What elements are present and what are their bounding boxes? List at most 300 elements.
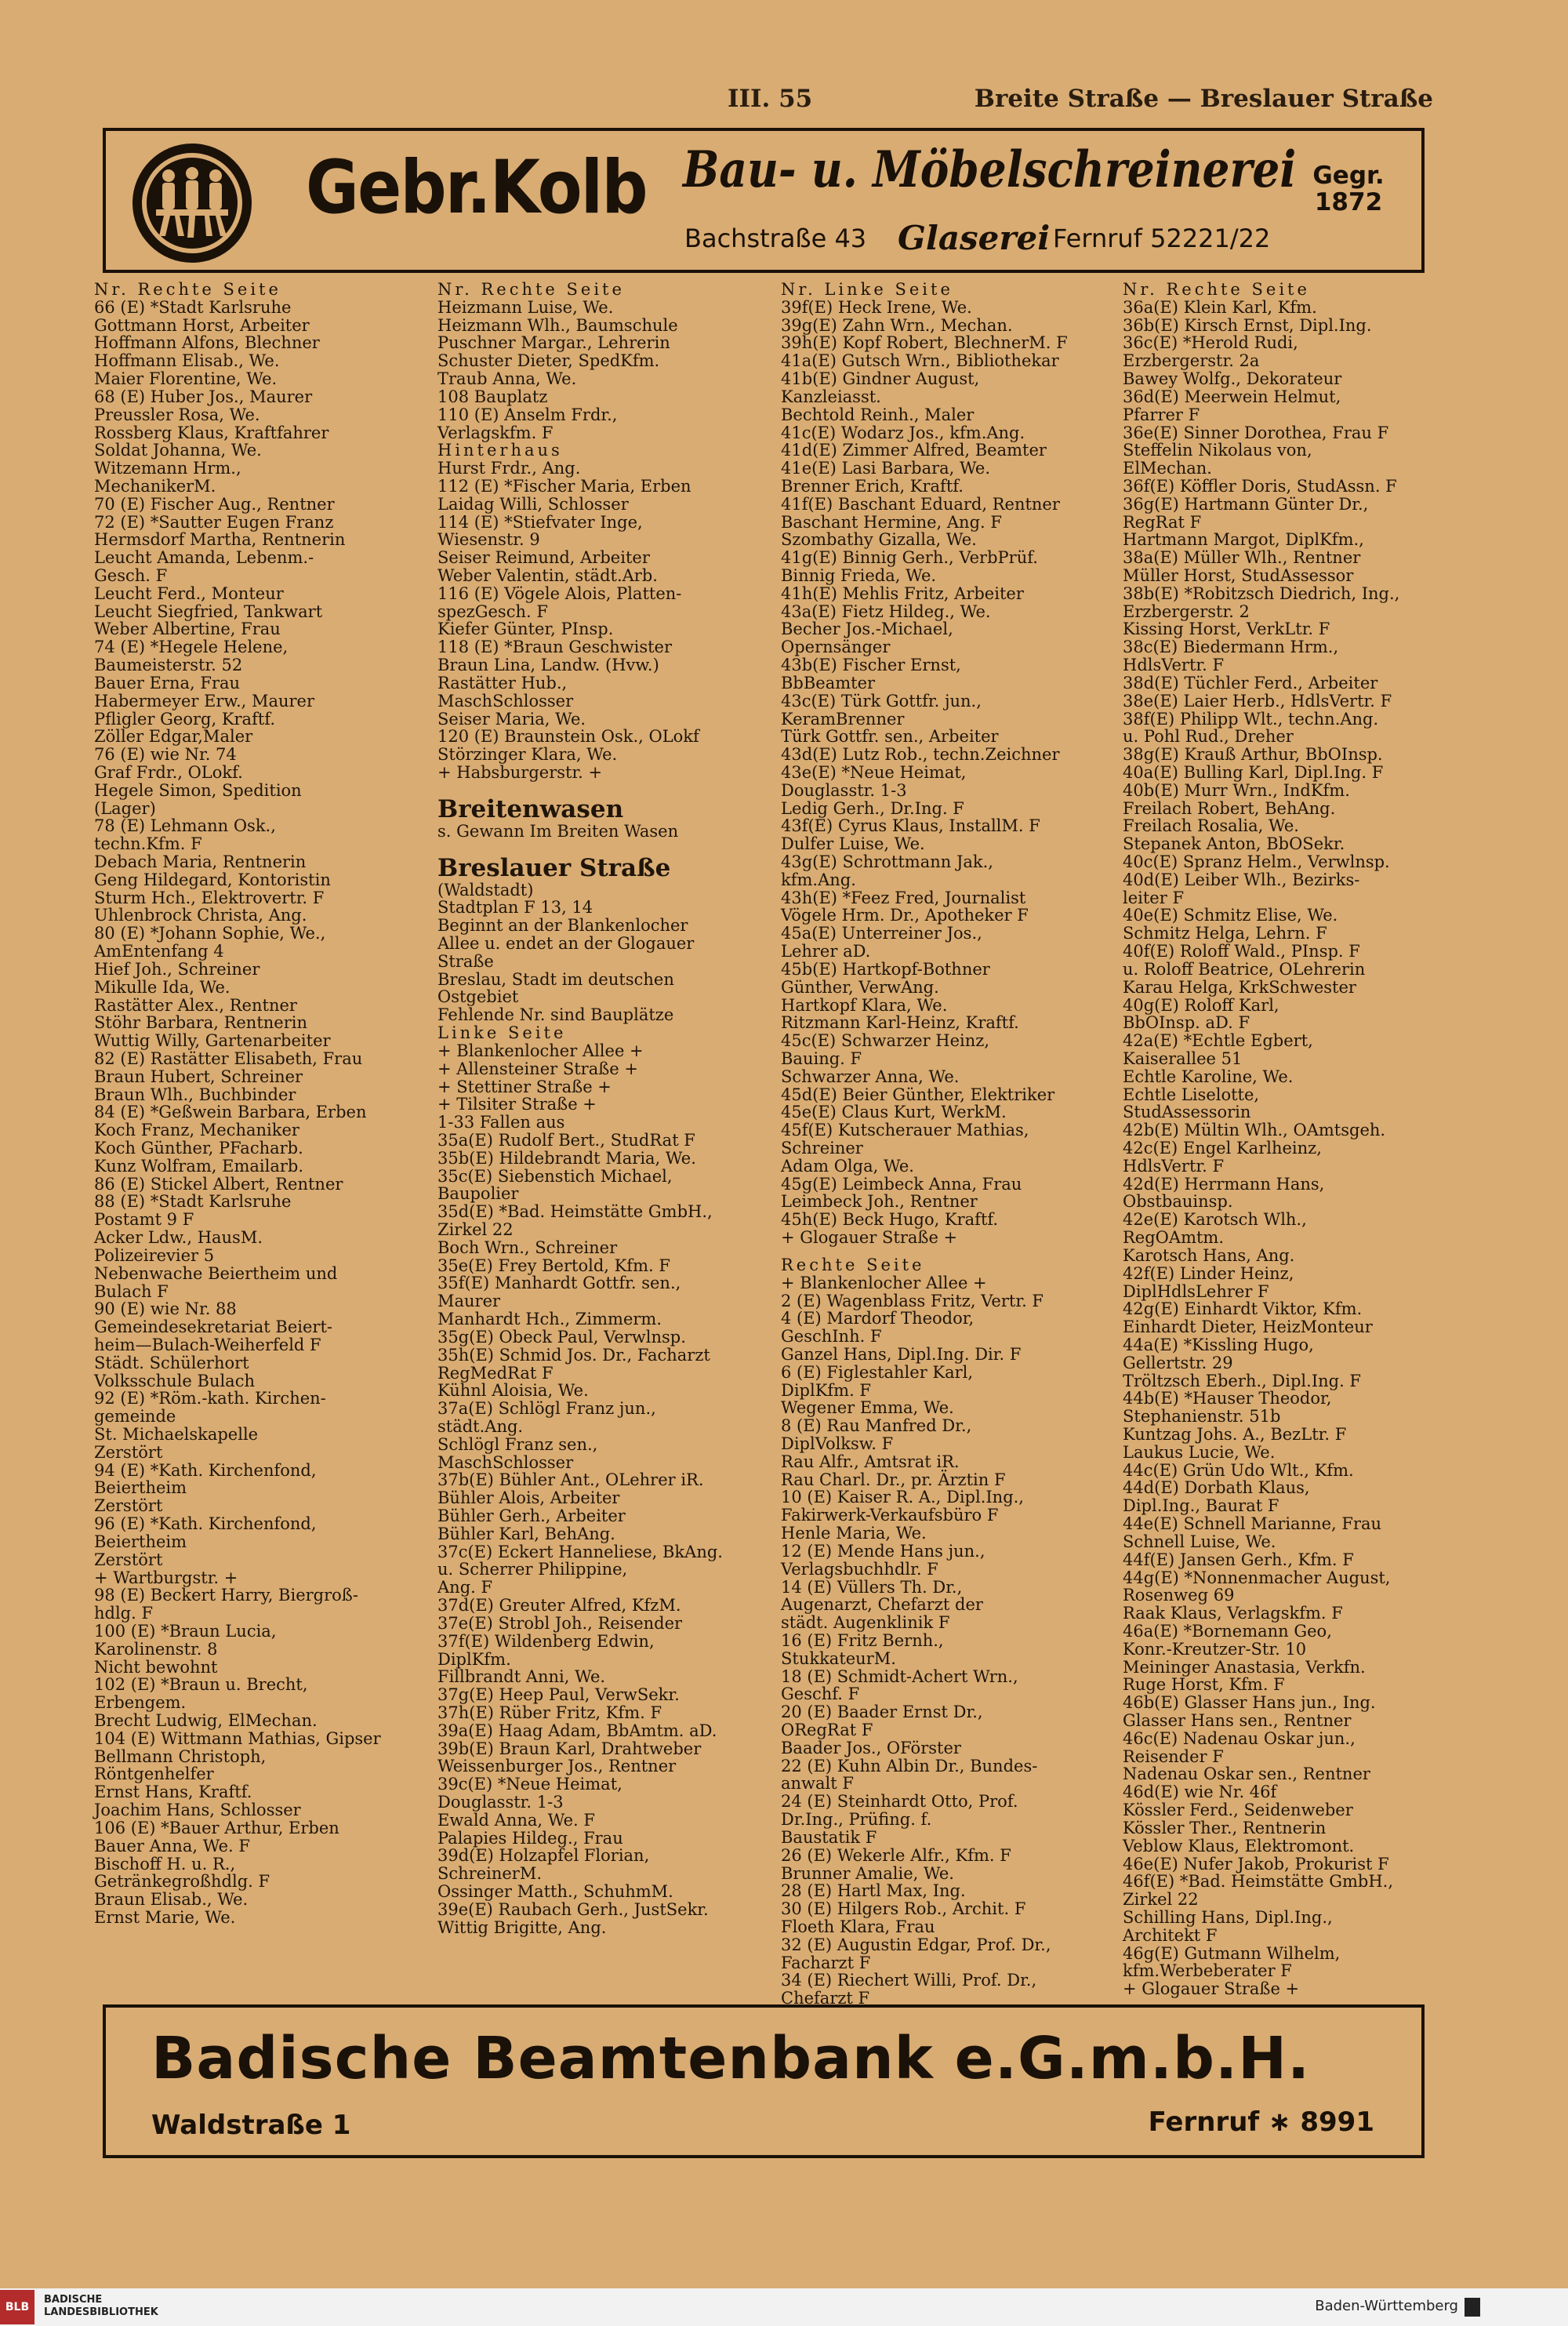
directory-line — [94, 478, 431, 496]
directory-line — [1123, 1014, 1460, 1032]
directory-line — [1123, 943, 1460, 961]
directory-line — [781, 1775, 1118, 1793]
directory-line — [94, 460, 431, 478]
directory-line-text: Ernst Hans, Kraftf. — [94, 1783, 252, 1802]
directory-line — [437, 370, 775, 388]
spacer — [437, 841, 775, 850]
directory-line-text: 39e(E) Raubach Gerh., JustSekr. — [437, 1899, 709, 1919]
directory-line — [1123, 1765, 1460, 1783]
directory-line — [781, 1014, 1118, 1032]
directory-line-text: Bauer Erna, Frau — [94, 673, 241, 692]
directory-line-text: Rossberg Klaus, Kraftfahrer — [94, 423, 329, 442]
directory-line-text: 43g(E) Schrottmann Jak., — [781, 852, 993, 871]
directory-line-text: BbOInsp. aD. F — [1123, 1013, 1250, 1033]
directory-line-text: 45g(E) Leimbeck Anna, Frau — [781, 1174, 1022, 1194]
blb-line-2: LANDESBIBLIOTHEK — [44, 2306, 158, 2318]
directory-line-text: + Glogauer Straße + — [1123, 1979, 1300, 1999]
directory-line — [94, 800, 431, 818]
directory-line-text: 98 (E) Beckert Harry, Biergroß- — [94, 1586, 358, 1605]
directory-line-text: 39b(E) Braun Karl, Drahtweber — [437, 1739, 702, 1758]
bank-address: Waldstraße 1 — [151, 2110, 351, 2141]
blb-line-1: BADISCHE — [44, 2294, 103, 2306]
directory-line-text: Palapies Hildeg., Frau — [437, 1828, 623, 1848]
directory-line — [781, 603, 1118, 621]
directory-line — [1123, 907, 1460, 925]
directory-line — [437, 953, 775, 971]
directory-line — [781, 478, 1118, 496]
directory-line-text: 94 (E) *Kath. Kirchenfond, — [94, 1460, 317, 1480]
directory-line — [94, 1819, 431, 1837]
directory-line — [437, 1775, 775, 1794]
directory-line-text: 38d(E) Tüchler Ferd., Arbeiter — [1123, 673, 1378, 692]
directory-line-text: 8 (E) Rau Manfred Dr., — [781, 1416, 972, 1436]
directory-line-text: 80 (E) *Johann Sophie, We., — [94, 924, 326, 943]
directory-line-text: 46g(E) Gutmann Wilhelm, — [1123, 1943, 1341, 1963]
directory-line — [94, 620, 431, 638]
directory-line — [781, 334, 1118, 352]
directory-line-text: 36c(E) *Herold Rudi, — [1123, 333, 1298, 353]
directory-line-text: Bechtold Reinh., Maler — [781, 405, 975, 424]
directory-line-text: Facharzt F — [781, 1953, 871, 1972]
directory-line-text: 114 (E) *Stiefvater Inge, — [437, 512, 643, 532]
directory-line — [437, 711, 775, 729]
directory-line-text: + Wartburgstr. + — [94, 1568, 238, 1587]
directory-line — [1123, 514, 1460, 532]
directory-line — [781, 388, 1118, 406]
directory-line-text: Beiertheim — [94, 1532, 187, 1551]
directory-line — [1123, 728, 1460, 746]
directory-line — [94, 531, 431, 549]
directory-line-text: Ernst Marie, We. — [94, 1907, 236, 1927]
bw-wordmark[interactable]: Baden-Württemberg — [1315, 2298, 1458, 2314]
directory-line-text: Kiefer Günter, PInsp. — [437, 620, 614, 639]
directory-line-text: Schwarzer Anna, We. — [781, 1067, 960, 1086]
directory-line-text: 40c(E) Spranz Helm., Verwlnsp. — [1123, 852, 1390, 871]
directory-line-text: 40d(E) Leiber Wlh., Bezirks- — [1123, 870, 1360, 889]
directory-line-text: Karau Helga, KrkSchwester — [1123, 977, 1356, 997]
directory-line-text: 4 (E) Mardorf Theodor, — [781, 1309, 975, 1328]
directory-line — [1123, 1569, 1460, 1587]
directory-line-text: 34 (E) Riechert Willi, Prof. Dr., — [781, 1971, 1037, 1990]
directory-line-text: 44b(E) *Hauser Theodor, — [1123, 1389, 1332, 1408]
directory-line-text: 37h(E) Rüber Fritz, Kfm. F — [437, 1703, 662, 1722]
directory-line-text: Witzemann Hrm., — [94, 459, 241, 478]
directory-line-text: 36g(E) Hartmann Günter Dr., — [1123, 494, 1369, 514]
directory-line — [781, 1193, 1118, 1211]
directory-line — [781, 1471, 1118, 1489]
directory-line-text: 76 (E) wie Nr. 74 — [94, 745, 237, 765]
directory-line-text: 42b(E) Mültin Wlh., OAmtsgeh. — [1123, 1121, 1386, 1140]
directory-line — [781, 1757, 1118, 1775]
directory-line — [1123, 531, 1460, 549]
directory-line — [1123, 638, 1460, 656]
directory-line-text: 104 (E) Wittmann Mathias, Gipser — [94, 1728, 381, 1748]
directory-line-text: Zerstört — [94, 1496, 163, 1516]
directory-line — [94, 1336, 431, 1354]
directory-line — [437, 638, 775, 656]
directory-line — [781, 1032, 1118, 1050]
directory-line — [437, 1365, 775, 1383]
directory-line-text: gemeinde — [94, 1407, 176, 1426]
directory-line-text: Brunner Amalie, We. — [781, 1863, 954, 1883]
directory-line-text: Erzbergerstr. 2 — [1123, 601, 1250, 621]
directory-line-text: Hoffmann Alfons, Blechner — [94, 333, 320, 353]
directory-line — [1123, 1193, 1460, 1211]
directory-line — [1123, 1121, 1460, 1139]
directory-line — [94, 711, 431, 729]
directory-line — [781, 800, 1118, 818]
directory-line — [781, 1936, 1118, 1954]
directory-line-text: 39d(E) Holzapfel Florian, — [437, 1846, 650, 1866]
directory-line — [94, 1855, 431, 1874]
directory-line-text: Boch Wrn., Schreiner — [437, 1238, 618, 1257]
directory-line-text: 45f(E) Kutscherauer Mathias, — [781, 1121, 1029, 1140]
directory-line-text: 45a(E) Unterreiner Jos., — [781, 924, 982, 943]
directory-line-text: Verlagsbuchhdlr. F — [781, 1559, 938, 1579]
directory-line-text: Bellmann Christoph, — [94, 1746, 267, 1766]
directory-line — [1123, 352, 1460, 370]
directory-line — [1123, 1586, 1460, 1605]
directory-line-text: Weber Valentin, städt.Arb. — [437, 566, 658, 585]
advertisement-kolb — [103, 128, 1425, 273]
directory-line-text: Fillbrandt Anni, We. — [437, 1667, 606, 1687]
directory-line — [437, 823, 775, 841]
directory-line — [781, 1918, 1118, 1936]
directory-line-text: 38e(E) Laier Herb., HdlsVertr. F — [1123, 691, 1392, 711]
directory-line-text: Maurer — [437, 1292, 501, 1311]
directory-line-text: 41h(E) Mehlis Fritz, Arbeiter — [781, 583, 1024, 603]
directory-line-text: Getränkegroßhdlg. F — [94, 1872, 270, 1892]
directory-line — [437, 406, 775, 424]
directory-line-text: 35c(E) Siebenstich Michael, — [437, 1166, 673, 1186]
directory-line — [1123, 692, 1460, 711]
directory-line — [437, 1150, 775, 1168]
directory-line — [781, 1453, 1118, 1471]
directory-line-text: u. Scherrer Philippine, — [437, 1560, 628, 1579]
directory-line — [1123, 871, 1460, 889]
directory-line — [437, 1096, 775, 1114]
blb-logo[interactable]: BLB — [0, 2290, 34, 2324]
directory-line — [94, 817, 431, 835]
directory-line-text: 36f(E) Köffler Doris, StudAssn. F — [1123, 476, 1397, 496]
directory-line — [437, 620, 775, 638]
directory-line — [437, 1507, 775, 1525]
directory-line-text: Weber Albertine, Frau — [94, 620, 281, 639]
directory-line — [1123, 585, 1460, 603]
directory-line — [1123, 1891, 1460, 1909]
directory-line — [1123, 1694, 1460, 1712]
directory-line-text: 106 (E) *Bauer Arthur, Erben — [94, 1818, 339, 1837]
directory-line — [94, 1103, 431, 1121]
directory-line-text: KeramBrenner — [781, 709, 905, 729]
directory-line-text: Freilach Robert, BehAng. — [1123, 798, 1336, 818]
directory-line-text: Städt. Schülerhort — [94, 1353, 249, 1372]
directory-line-text: Bulach F — [94, 1281, 169, 1301]
directory-line-text: Echtle Liselotte, — [1123, 1085, 1260, 1104]
directory-line — [781, 1382, 1118, 1400]
directory-line — [437, 1722, 775, 1740]
directory-line-text: 20 (E) Baader Ernst Dr., — [781, 1703, 983, 1722]
directory-line — [94, 1372, 431, 1390]
directory-line — [1123, 1283, 1460, 1301]
directory-line-text: Lehrer aD. — [781, 942, 871, 961]
directory-line-text: s. Gewann Im Breiten Wasen — [437, 821, 679, 841]
directory-line-text: Reisender F — [1123, 1746, 1224, 1766]
directory-line — [94, 1354, 431, 1372]
directory-line-text: 46b(E) Glasser Hans jun., Ing. — [1123, 1693, 1376, 1713]
directory-line — [1123, 889, 1460, 907]
directory-line-text: Ossinger Matth., SchuhmM. — [437, 1882, 673, 1902]
advertisement-beamtenbank — [103, 2004, 1425, 2158]
directory-line-text: 37f(E) Wildenberg Edwin, — [437, 1631, 655, 1651]
directory-line — [1123, 1676, 1460, 1694]
directory-line — [94, 1497, 431, 1515]
directory-line-text: 41g(E) Binnig Gerh., VerbPrüf. — [781, 548, 1038, 568]
directory-line-text: 6 (E) Figlestahler Karl, — [781, 1362, 974, 1382]
directory-line-text: Bühler Alois, Arbeiter — [437, 1488, 620, 1508]
directory-line — [94, 406, 431, 424]
directory-line-text: + Habsburgerstr. + — [437, 762, 603, 782]
directory-line — [94, 1479, 431, 1497]
directory-line-text: Polizeirevier 5 — [94, 1245, 215, 1265]
directory-line — [781, 317, 1118, 335]
directory-line-text: + Stettiner Straße + — [437, 1077, 612, 1096]
directory-line-text: Leucht Siegfried, Tankwart — [94, 601, 323, 621]
directory-line — [94, 1158, 431, 1176]
directory-line-text: Joachim Hans, Schlosser — [94, 1801, 301, 1820]
viewer-footer — [0, 2288, 1568, 2326]
directory-line — [1123, 1229, 1460, 1247]
directory-line-text: Echtle Karoline, We. — [1123, 1067, 1294, 1086]
directory-line — [94, 514, 431, 532]
directory-line-text: Erbengem. — [94, 1693, 187, 1713]
directory-line — [437, 388, 775, 406]
directory-line-text: 37e(E) Strobl Joh., Reisender — [437, 1613, 683, 1633]
directory-line-text: 42a(E) *Echtle Egbert, — [1123, 1031, 1313, 1051]
directory-line — [1123, 1372, 1460, 1390]
directory-line-text: Kuntzag Johs. A., BezLtr. F — [1123, 1425, 1347, 1444]
directory-line — [1123, 478, 1460, 496]
directory-line — [94, 1283, 431, 1301]
directory-line — [781, 925, 1118, 943]
directory-line — [437, 1185, 775, 1203]
directory-line — [94, 1086, 431, 1104]
street-heading — [437, 855, 775, 881]
directory-line-text: 46a(E) *Bornemann Geo, — [1123, 1621, 1332, 1641]
directory-line-text: Leucht Amanda, Lebenm.- — [94, 548, 314, 568]
directory-line — [437, 1757, 775, 1775]
directory-line — [94, 1176, 431, 1194]
directory-line — [94, 567, 431, 585]
directory-line-text: Zöller Edgar,Maler — [94, 727, 253, 747]
directory-line-text: 35h(E) Schmid Jos. Dr., Facharzt — [437, 1345, 710, 1365]
directory-line-text: 40b(E) Murr Wrn., IndKfm. — [1123, 780, 1350, 800]
directory-line-text: SchreinerM. — [437, 1864, 543, 1884]
directory-line — [781, 907, 1118, 925]
directory-line — [781, 406, 1118, 424]
directory-line — [781, 889, 1118, 907]
directory-line — [437, 549, 775, 567]
directory-line — [437, 764, 775, 782]
directory-line — [94, 1891, 431, 1909]
directory-line-text: Gesch. F — [94, 566, 168, 585]
directory-line — [1123, 1980, 1460, 1998]
directory-line-text: Adam Olga, We. — [781, 1156, 914, 1176]
directory-line — [1123, 1300, 1460, 1318]
directory-line-text: Gottmann Horst, Arbeiter — [94, 315, 310, 335]
directory-line — [1123, 1533, 1460, 1551]
directory-line — [94, 334, 431, 352]
directory-line — [781, 1364, 1118, 1382]
directory-line — [94, 1139, 431, 1158]
directory-line — [94, 317, 431, 335]
directory-line — [94, 638, 431, 656]
directory-line — [437, 1597, 775, 1615]
directory-line — [1123, 1139, 1460, 1158]
directory-line-text: Seiser Reimund, Arbeiter — [437, 548, 650, 568]
directory-line-text: 1-33 Fallen aus — [437, 1113, 565, 1132]
directory-line — [1123, 1086, 1460, 1104]
directory-line — [781, 1050, 1118, 1068]
directory-line-text: Schlögl Franz sen., — [437, 1434, 598, 1454]
directory-line-text: BbBeamter — [781, 673, 876, 692]
directory-line-text: (Lager) — [94, 798, 156, 818]
directory-line-text: Dulfer Luise, We. — [781, 834, 925, 854]
directory-line-text: Kunz Wolfram, Emailarb. — [94, 1156, 304, 1176]
directory-line-text: Wiesenstr. 9 — [437, 530, 540, 550]
directory-line — [437, 1883, 775, 1901]
directory-line-text: hdlg. F — [94, 1604, 154, 1623]
directory-line-text: Nicht bewohnt — [94, 1657, 218, 1677]
directory-line — [781, 943, 1118, 961]
directory-line-text: Traub Anna, We. — [437, 369, 577, 389]
founded-label: Gegr. — [1312, 162, 1385, 190]
directory-line-text: Hartmann Margot, DiplKfm., — [1123, 530, 1364, 550]
directory-line — [437, 1024, 775, 1042]
directory-line — [437, 1651, 775, 1669]
directory-line-text: Koch Günther, PFacharb. — [94, 1139, 303, 1158]
directory-line — [781, 299, 1118, 317]
directory-line — [437, 656, 775, 674]
directory-line-text: 39c(E) *Neue Heimat, — [437, 1775, 622, 1794]
directory-line — [781, 817, 1118, 835]
directory-line-text: Nr. Linke Seite — [781, 280, 953, 299]
directory-line-text: Raak Klaus, Verlagskfm. F — [1123, 1604, 1343, 1623]
directory-line — [94, 1515, 431, 1533]
directory-line — [1123, 1176, 1460, 1194]
directory-line-text: Veblow Klaus, Elektromont. — [1123, 1836, 1355, 1855]
directory-line — [781, 1506, 1118, 1525]
directory-line-text: Steffelin Nikolaus von, — [1123, 441, 1312, 460]
directory-line — [1123, 674, 1460, 692]
directory-line-text: 78 (E) Lehmann Osk., — [94, 816, 276, 836]
directory-line-text: 46d(E) wie Nr. 46f — [1123, 1783, 1277, 1802]
directory-line — [1123, 764, 1460, 782]
directory-line — [94, 746, 431, 764]
directory-line-text: 90 (E) wie Nr. 88 — [94, 1299, 237, 1319]
directory-line — [781, 1435, 1118, 1453]
directory-line-text: Kissing Horst, VerkLtr. F — [1123, 620, 1330, 639]
directory-line — [1123, 1068, 1460, 1086]
directory-line — [437, 496, 775, 514]
founded-year: 1872 — [1314, 188, 1383, 217]
directory-line-text: Braun Hubert, Schreiner — [94, 1067, 303, 1086]
directory-line-text: Geng Hildegard, Kontoristin — [94, 870, 331, 889]
directory-line-text: 43h(E) *Feez Fred, Journalist — [781, 888, 1026, 907]
directory-line-text: 108 Bauplatz — [437, 387, 548, 406]
directory-line-text: 66 (E) *Stadt Karlsruhe — [94, 297, 292, 317]
directory-line-text: Bauer Anna, We. F — [94, 1836, 250, 1855]
directory-line-text: Ang. F — [437, 1578, 493, 1597]
directory-line — [437, 1830, 775, 1848]
directory-line-text: Braun Lina, Landw. (Hvw.) — [437, 656, 659, 675]
directory-line-text: Nr. Rechte Seite — [437, 280, 625, 299]
directory-line-text: 37c(E) Eckert Hanneliese, BkAng. — [437, 1542, 723, 1561]
directory-line-text: 39a(E) Haag Adam, BbAmtm. aD. — [437, 1721, 717, 1740]
directory-line — [781, 1328, 1118, 1346]
directory-line-text: u. Pohl Rud., Dreher — [1123, 727, 1294, 747]
directory-line-text: 41c(E) Wodarz Jos., kfm.Ang. — [781, 423, 1025, 442]
directory-line — [781, 1139, 1118, 1158]
directory-line — [1123, 388, 1460, 406]
directory-line-text: Braun Wlh., Buchbinder — [94, 1085, 296, 1104]
directory-line-text: Dipl.Ing., Baurat F — [1123, 1496, 1279, 1516]
directory-line — [1123, 1801, 1460, 1819]
directory-line — [1123, 317, 1460, 335]
directory-line — [94, 692, 431, 711]
directory-line-text: Acker Ldw., HausM. — [94, 1228, 263, 1248]
directory-line — [437, 299, 775, 317]
directory-line-text: Brenner Erich, Kraftf. — [781, 476, 964, 496]
directory-line-text: DiplVolksw. F — [781, 1434, 894, 1453]
directory-line — [437, 1865, 775, 1883]
directory-line — [781, 961, 1118, 979]
directory-line — [781, 997, 1118, 1015]
directory-line — [781, 1596, 1118, 1614]
directory-line-text: Einhardt Dieter, HeizMonteur — [1123, 1317, 1373, 1337]
directory-line — [1123, 979, 1460, 997]
directory-line — [437, 1006, 775, 1024]
directory-line-text: 36e(E) Sinner Dorothea, Frau F — [1123, 423, 1389, 442]
directory-line-text: Nebenwache Beiertheim und — [94, 1263, 338, 1283]
directory-line — [781, 853, 1118, 871]
directory-line-text: 42d(E) Herrmann Hans, — [1123, 1174, 1325, 1194]
directory-line — [1123, 424, 1460, 442]
blb-wordmark — [44, 2294, 158, 2319]
directory-line-text: Hermsdorf Martha, Rentnerin — [94, 530, 346, 550]
directory-line-text: Rastätter Alex., Rentner — [94, 995, 297, 1015]
directory-line-text: 39h(E) Kopf Robert, BlechnerM. F — [781, 333, 1068, 353]
directory-line — [94, 1694, 431, 1712]
directory-line-text: 45h(E) Beck Hugo, Kraftf. — [781, 1210, 999, 1230]
directory-line-text: Bühler Gerh., Arbeiter — [437, 1506, 626, 1525]
directory-line — [1123, 370, 1460, 388]
directory-line — [94, 1837, 431, 1855]
directory-line-text: Schmitz Helga, Lehrn. F — [1123, 924, 1327, 943]
directory-line — [1123, 800, 1460, 818]
directory-line-text: heim—Bulach-Weiherfeld F — [94, 1335, 321, 1354]
directory-line — [1123, 1712, 1460, 1730]
directory-line-text: Linke Seite — [437, 1023, 567, 1043]
directory-line-text: techn.Kfm. F — [94, 834, 202, 854]
directory-line-text: 68 (E) Huber Jos., Maurer — [94, 387, 313, 406]
directory-line — [437, 935, 775, 953]
directory-line-text: 37a(E) Schlögl Franz jun., — [437, 1399, 656, 1419]
directory-line — [94, 656, 431, 674]
directory-line — [437, 674, 775, 692]
directory-line-text: 38c(E) Biedermann Hrm., — [1123, 638, 1339, 657]
directory-line-text: Glasser Hans sen., Rentner — [1123, 1711, 1352, 1730]
